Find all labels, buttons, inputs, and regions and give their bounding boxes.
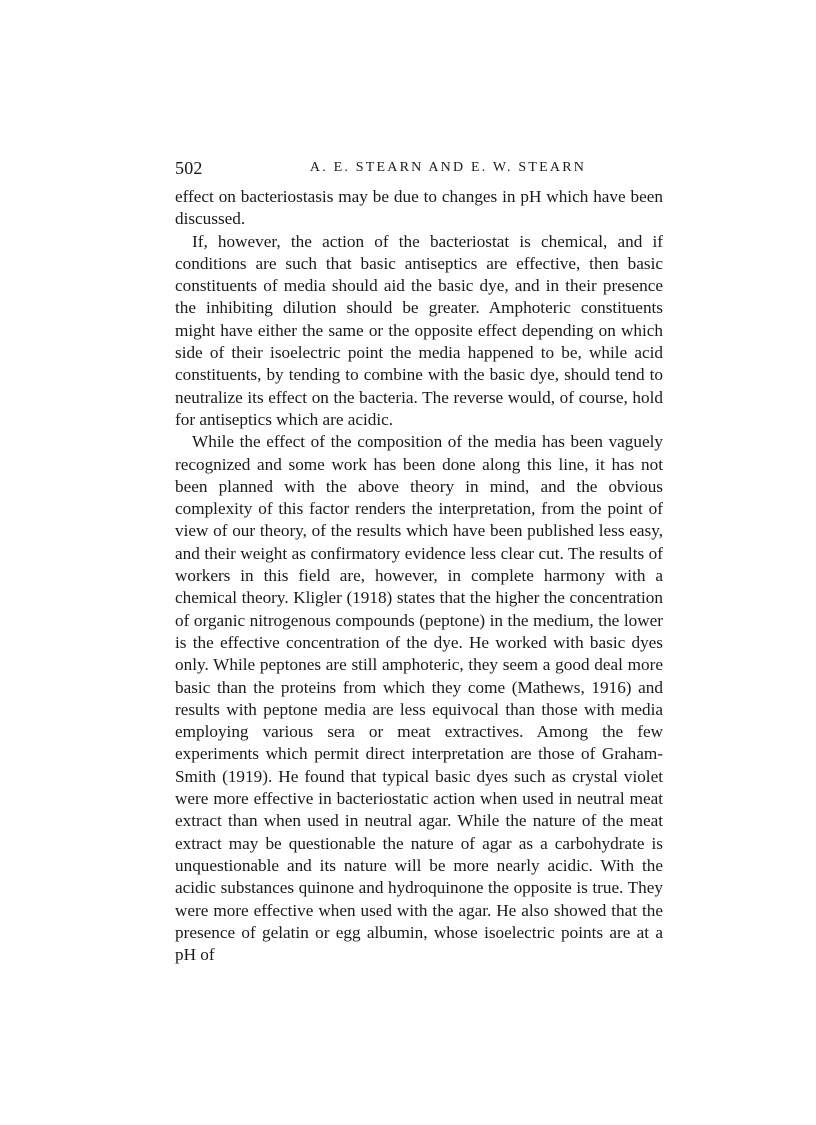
- paragraph-1: effect on bacteriostasis may be due to changes in pH which have been discussed.: [175, 187, 663, 229]
- paragraph-3: While the effect of the composition of the media has been vaguely recognized and some work has been done along this line, it has not been planned with the above theory in mind, and the obvious complexity of this factor renders the interpretation, from the point of view of our theory, of the results which have been published less easy, and their weight as confirmatory evidence less clear cut. The results of workers in this field are, however, in complete harmony with a chemical theory. Kligler (1918) states that the higher the concentration of organic nitrogenous compounds (peptone) in the medium, the lower is the effective concentration of the dye. He worked with basic dyes only. While peptones are still amphoteric, they seem a good deal more basic than the proteins from which they come (Mathews, 1916) and results with peptone media are less equivocal than those with media employing various sera or meat extractives. Among the few experiments which permit direct interpretation are those of Graham-Smith (1919). He found that typical basic dyes such as crystal violet were more effective in bacteriostatic action when used in neutral meat extract than when used in neutral agar. While the nature of the meat extract may be questionable the nature of agar as a carbohydrate is unquestionable and its nature will be more nearly acidic. With the acidic substances quinone and hydroquinone the opposite is true. They were more effective when used with the agar. He also showed that the presence of gelatin or egg albumin, whose isoelectric points are at a pH of: [175, 432, 663, 965]
- page-header: [175, 158, 663, 184]
- page-number: 502: [175, 158, 203, 178]
- running-head: A. E. STEARN AND E. W. STEARN: [309, 160, 587, 175]
- page-body: [175, 158, 663, 966]
- paragraph-2: If, however, the action of the bacteriostat is chemical, and if conditions are such that basic antiseptics are effective, then basic constituents of media should aid the basic dye, and in their presence the inhibiting dilution should be greater. Amphoteric constituents might have either the same or the opposite effect depending on which side of their isoelectric point the media happened to be, while acid constituents, by tending to combine with the basic dye, should tend to neutralize its effect on the bacteria. The reverse would, of course, hold for antiseptics which are acidic.: [175, 231, 663, 429]
